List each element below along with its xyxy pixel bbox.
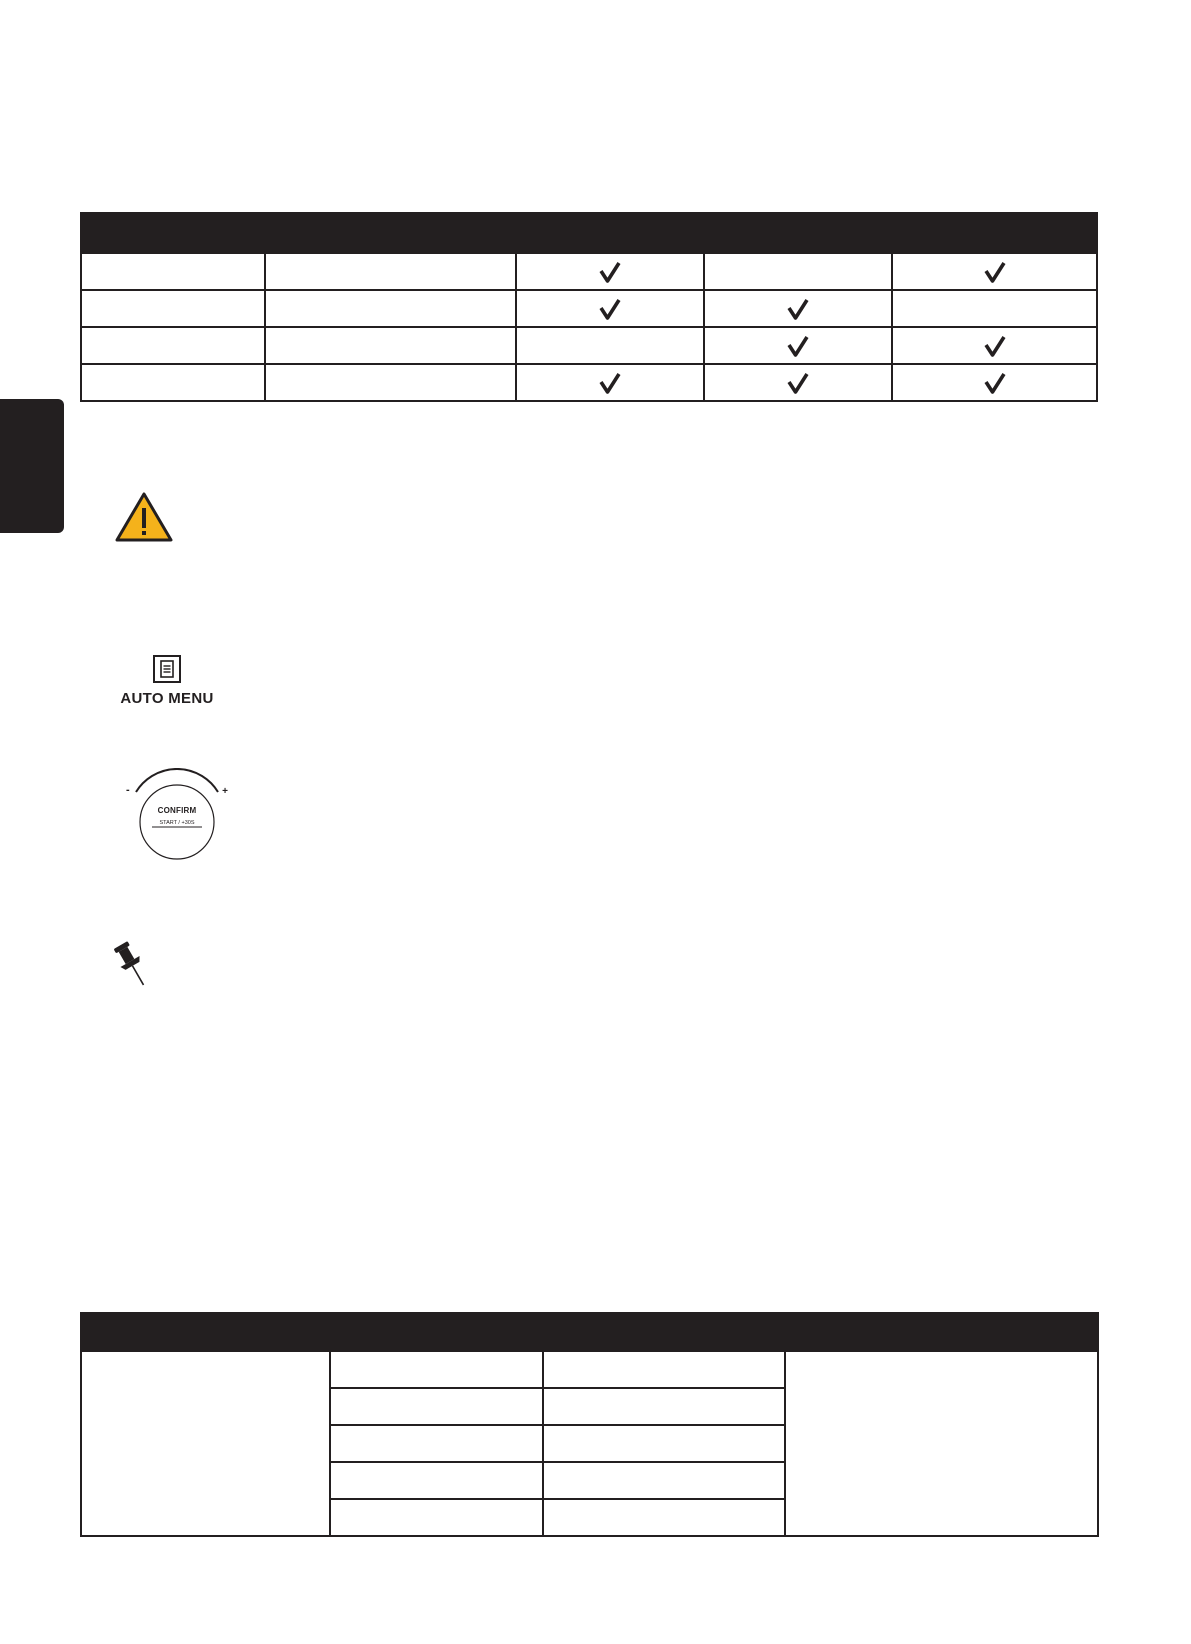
table-cell	[543, 1425, 785, 1462]
table-cell	[330, 1499, 543, 1536]
table-cell	[330, 1425, 543, 1462]
auto-menu-label: AUTO MENU	[120, 690, 214, 707]
table-cell	[892, 290, 1097, 327]
checkmark-icon	[983, 371, 1007, 395]
table-cell	[704, 364, 892, 401]
table-cell	[704, 253, 892, 290]
table-cell	[892, 364, 1097, 401]
table-cell	[892, 327, 1097, 364]
table-cell	[516, 290, 703, 327]
info-table-header	[81, 1313, 1098, 1351]
confirm-dial-icon	[124, 768, 230, 860]
warning-triangle-icon	[114, 491, 174, 543]
dial-sub-label: START / +30S	[159, 820, 195, 826]
info-table	[80, 1312, 1099, 1537]
language-side-tab	[0, 399, 64, 533]
table-cell	[892, 253, 1097, 290]
feature-table-header	[81, 213, 1097, 253]
auto-menu-button	[112, 654, 222, 707]
checkmark-icon	[598, 371, 622, 395]
feature-table	[80, 212, 1098, 402]
checkmark-icon	[598, 297, 622, 321]
table-cell	[330, 1388, 543, 1425]
table-cell	[704, 290, 892, 327]
dial-confirm-label: CONFIRM	[157, 806, 197, 815]
table-cell	[543, 1351, 785, 1388]
table-row	[81, 290, 1097, 327]
checkmark-icon	[786, 334, 810, 358]
table-cell	[543, 1499, 785, 1536]
table-cell	[516, 327, 703, 364]
checkmark-icon	[983, 260, 1007, 284]
table-row	[81, 1351, 1098, 1388]
dial-plus-label: +	[222, 786, 228, 797]
dial-minus-label: -	[126, 784, 130, 796]
table-cell	[516, 364, 703, 401]
table-cell	[330, 1462, 543, 1499]
table-row	[81, 253, 1097, 290]
auto-menu-icon	[152, 654, 182, 684]
table-cell	[704, 327, 892, 364]
table-row	[81, 364, 1097, 401]
table-cell	[785, 1351, 1098, 1536]
table-cell	[543, 1388, 785, 1425]
checkmark-icon	[786, 371, 810, 395]
table-cell	[516, 253, 703, 290]
checkmark-icon	[983, 334, 1007, 358]
table-cell	[81, 1351, 330, 1536]
table-row	[81, 327, 1097, 364]
pushpin-icon	[112, 940, 152, 990]
checkmark-icon	[598, 260, 622, 284]
table-cell	[330, 1351, 543, 1388]
checkmark-icon	[786, 297, 810, 321]
table-cell	[543, 1462, 785, 1499]
